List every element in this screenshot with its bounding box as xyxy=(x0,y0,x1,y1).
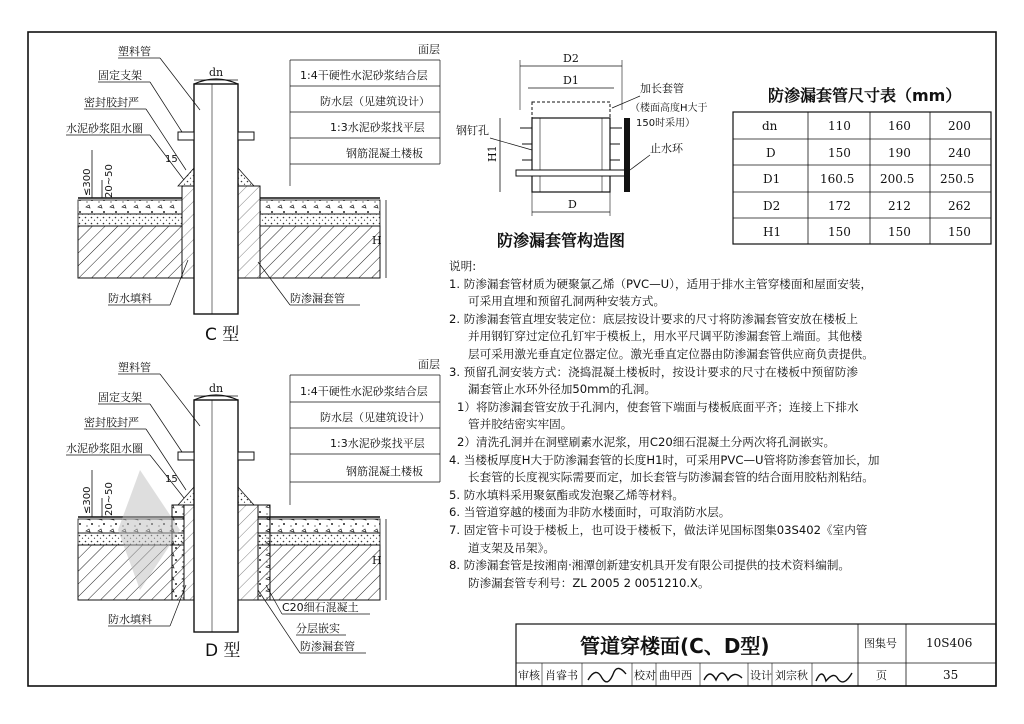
table-cell: D xyxy=(766,146,776,160)
dim-20-50-d: 20~50 xyxy=(104,482,115,516)
label-bracket-d: 固定支架 xyxy=(98,391,142,404)
note-item: 道支架及吊架》。 xyxy=(468,540,555,555)
table-cell: D2 xyxy=(763,199,781,213)
table-row xyxy=(763,199,971,213)
label-bond-c: 1:4干硬性水泥砂浆结合层 xyxy=(300,69,428,82)
label-pipe-c: 塑料管 xyxy=(118,45,151,58)
title-block-review-label: 审核 xyxy=(518,669,540,682)
detail-c xyxy=(66,43,440,345)
label-filler-c: 防水填料 xyxy=(108,292,152,305)
label-screed-d: 1:3水泥砂浆找平层 xyxy=(330,437,425,450)
table-row xyxy=(762,119,971,133)
label-filler-d: 防水填料 xyxy=(108,613,152,626)
dim-h-c: H xyxy=(372,234,382,247)
label-screed-c: 1:3水泥砂浆找平层 xyxy=(330,121,425,134)
table-row xyxy=(763,225,971,239)
sleeve-d2: D2 xyxy=(563,52,579,65)
notes-heading: 说明: xyxy=(449,259,477,273)
sleeve-stop-ring: 止水环 xyxy=(650,142,683,155)
label-slab-d: 钢筋混凝土楼板 xyxy=(346,465,423,478)
table-cell: 110 xyxy=(828,119,851,133)
label-ring-c: 水泥砂浆阻水圈 xyxy=(66,122,143,135)
label-pipe-d: 塑料管 xyxy=(118,361,151,374)
label-layered-d: 分层嵌实 xyxy=(296,622,340,635)
table-cell: 262 xyxy=(948,199,971,213)
dim-h-d: H xyxy=(372,554,382,567)
pipe-d xyxy=(194,400,238,632)
title-block-design-label: 设计 xyxy=(750,669,772,682)
type-label-d: D 型 xyxy=(205,641,241,661)
note-item: 长套管的长度视实际需要而定，加长套管与防渗漏套管的结合面用胶粘剂粘结。 xyxy=(468,470,874,485)
note-item: 7. 固定管卡可设于楼板上，也可设于楼板下，做法详见国标图集03S402《室内管 xyxy=(449,522,868,537)
table-row xyxy=(763,172,974,186)
note-item: 漏套管止水环外径加50mm的孔洞。 xyxy=(468,382,657,397)
size-table xyxy=(733,86,991,244)
note-item: 1）将防渗漏套管安放于孔洞内，使套管下端面与楼板底面平齐；连接上下排水 xyxy=(457,399,859,414)
dim-15-c: 15 xyxy=(165,154,178,165)
table-cell: 172 xyxy=(828,199,851,213)
note-item: 2. 防渗漏套管直埋安装定位：底层按设计要求的尺寸将防渗漏套管安放在楼板上 xyxy=(449,311,858,326)
sleeve-detail xyxy=(456,52,708,250)
signature-designer xyxy=(816,673,852,682)
label-sleeve-c: 防渗漏套管 xyxy=(290,292,345,305)
dim-dn-c: dn xyxy=(209,66,224,79)
title-block-reviewer: 肖睿书 xyxy=(545,669,578,682)
table-cell: 160.5 xyxy=(820,172,855,186)
label-waterproof-d: 防水层（见建筑设计） xyxy=(320,411,430,424)
table-cell: 150 xyxy=(828,146,851,160)
sleeve-extension-note-1: （楼面高度H大于 xyxy=(630,103,708,114)
note-item: 可采用直埋和预留孔洞两种安装方式。 xyxy=(468,294,666,309)
label-waterproof-c: 防水层（见建筑设计） xyxy=(320,95,430,108)
table-cell: 250.5 xyxy=(940,172,975,186)
note-item: 5. 防水填料采用聚氨酯或发泡聚乙烯等材料。 xyxy=(449,487,685,502)
note-item: 4. 当楼板厚度H大于防渗漏套管的长度H1时，可采用PVC—U管将防渗套管加长，加 xyxy=(449,452,880,467)
note-item: 并用钢钉穿过定位孔钉牢于模板上，用水平尺调平防渗漏套管上端面。其他楼 xyxy=(468,329,863,344)
sleeve-h1: H1 xyxy=(486,145,499,162)
table-cell: H1 xyxy=(763,225,782,239)
title-block-atlas-label: 图集号 xyxy=(864,637,897,650)
dim-15-d: 15 xyxy=(165,474,178,485)
table-cell: D1 xyxy=(763,172,781,186)
title-block-check-label: 校对 xyxy=(634,669,656,682)
dim-le300-c: ≤300 xyxy=(82,168,93,196)
sleeve-extension xyxy=(532,102,610,118)
table-cell: 212 xyxy=(888,199,911,213)
signature-checker xyxy=(704,673,742,680)
note-item: 2）清洗孔洞并在洞壁刷素水泥浆，用C20细石混凝土分两次将孔洞嵌实。 xyxy=(457,434,836,449)
sleeve-extension-note-2: 150时采用） xyxy=(636,118,696,129)
title-block-atlas-no: 10S406 xyxy=(926,636,973,650)
note-item: 防渗漏套管专利号：ZL 2005 2 0051210.X。 xyxy=(468,575,710,590)
note-item: 层可采用激光垂直定位器定位。激光垂直定位器由防渗漏套管供应商负责提供。 xyxy=(468,346,874,361)
size-table-title: 防渗漏套管尺寸表（mm） xyxy=(768,86,962,105)
detail-d xyxy=(66,358,440,661)
table-cell: 200 xyxy=(948,119,971,133)
signature-reviewer xyxy=(588,668,626,681)
title-block xyxy=(516,624,996,686)
note-item: 8. 防渗漏套管是按湘南·湘潭创新建安机具开发有限公司提供的技术资料编制。 xyxy=(449,558,851,573)
label-sealant-c: 密封胶封严 xyxy=(84,96,139,109)
sleeve-nail-hole: 钢钉孔 xyxy=(456,124,489,137)
label-c20-d: C20细石混凝土 xyxy=(282,601,359,614)
table-cell: 190 xyxy=(888,146,911,160)
title-block-page-no: 35 xyxy=(943,668,959,682)
label-surface-c: 面层 xyxy=(418,43,440,56)
table-row xyxy=(766,146,971,160)
note-item: 3. 预留孔洞安装方式：浇捣混凝土楼板时，按设计要求的尺寸在楼板中预留防渗 xyxy=(449,364,858,379)
dim-20-50-c: 20~50 xyxy=(104,164,115,198)
label-bond-d: 1:4干硬性水泥砂浆结合层 xyxy=(300,385,428,398)
label-surface-d: 面层 xyxy=(418,358,440,371)
sleeve-d: D xyxy=(568,198,577,211)
pipe-c xyxy=(194,84,238,314)
note-item: 管并胶结密实牢固。 xyxy=(468,417,573,432)
table-cell: 150 xyxy=(948,225,971,239)
title-block-title: 管道穿楼面(C、D型) xyxy=(580,634,770,658)
title-block-designer: 刘宗秋 xyxy=(775,669,808,682)
table-cell: 160 xyxy=(888,119,911,133)
label-bracket-c: 固定支架 xyxy=(98,69,142,82)
label-sleeve-d: 防渗漏套管 xyxy=(300,640,355,653)
title-block-page-label: 页 xyxy=(876,669,887,682)
type-label-c: C 型 xyxy=(205,325,240,345)
sleeve-body xyxy=(532,118,610,192)
note-item: 6. 当管道穿越的楼面为非防水楼面时，可取消防水层。 xyxy=(449,505,731,520)
table-cell: 150 xyxy=(828,225,851,239)
table-cell: 200.5 xyxy=(880,172,915,186)
label-slab-c: 钢筋混凝土楼板 xyxy=(346,147,423,160)
label-ring-d: 水泥砂浆阻水圈 xyxy=(66,442,143,455)
label-sealant-d: 密封胶封严 xyxy=(84,416,139,429)
table-cell: dn xyxy=(762,119,778,133)
dim-dn-d: dn xyxy=(209,382,224,395)
title-block-checker: 曲甲西 xyxy=(659,669,692,682)
table-cell: 150 xyxy=(888,225,911,239)
table-cell: 240 xyxy=(948,146,971,160)
sleeve-detail-title: 防渗漏套管构造图 xyxy=(497,231,626,250)
dim-le300-d: ≤300 xyxy=(82,486,93,514)
sleeve-d1: D1 xyxy=(563,74,579,87)
sleeve-extension-label: 加长套管 xyxy=(640,82,684,95)
note-item: 1. 防渗漏套管材质为硬聚氯乙烯（PVC—U），适用于排水主管穿楼面和屋面安装， xyxy=(449,276,873,291)
notes xyxy=(449,258,989,592)
